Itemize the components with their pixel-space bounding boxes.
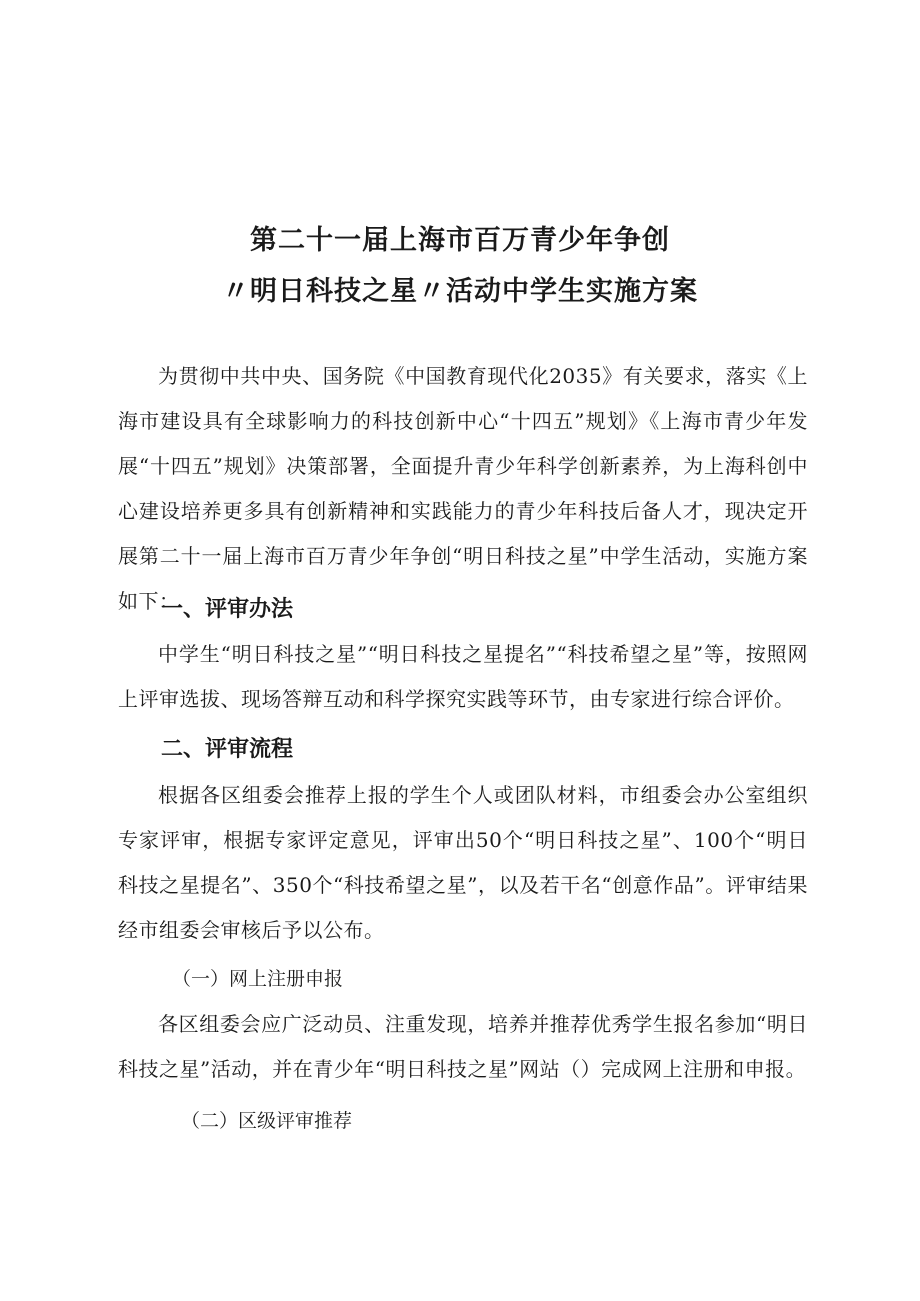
intro-paragraph: 为贯彻中共中央、国务院《中国教育现代化2035》有关要求，落实《上海市建设具有全球影响力的科技创新中心“十四五”规划》《上海市青少年发展“十四五”规划》决策部署，全面提升青少年科学创新素养，为上海科创中心建设培养更多具有创新精神和实践能力的青少年科技后备人才，现决定开展第二十一届上海市百万青少年争创“明日科技之星”中学生活动，实施方案如下： (118, 364, 808, 613)
document-title-line-1: 第二十一届上海市百万青少年争创 (250, 225, 670, 256)
section-2-heading: 二、评审流程 (161, 737, 294, 762)
section-2-paragraph: 根据各区组委会推荐上报的学生个人或团队材料，市组委会办公室组织专家评审，根据专家评定意见，评审出50个“明日科技之星”、100个“明日科技之星提名”、350个“科技希望之星”，以及若干名“创意作品”。评审结果经市组委会审核后予以公布。 (118, 783, 808, 942)
section-1-heading: 一、评审办法 (161, 597, 294, 622)
subsection-2-heading: （二）区级评审推荐 (181, 1110, 353, 1132)
document-title-line-2: 〃明日科技之星〃活动中学生实施方案 (222, 276, 698, 307)
section-1-paragraph: 中学生“明日科技之星”“明日科技之星提名”“科技希望之星”等，按照网上评审选拔、现场答辩互动和科学探究实践等环节，由专家进行综合评价。 (118, 642, 808, 711)
subsection-1-paragraph: 各区组委会应广泛动员、注重发现，培养并推荐优秀学生报名参加“明日科技之星”活动，并在青少年“明日科技之星”网站（）完成网上注册和申报。 (118, 1012, 808, 1081)
subsection-1-heading: （一）网上注册申报 (172, 968, 344, 990)
